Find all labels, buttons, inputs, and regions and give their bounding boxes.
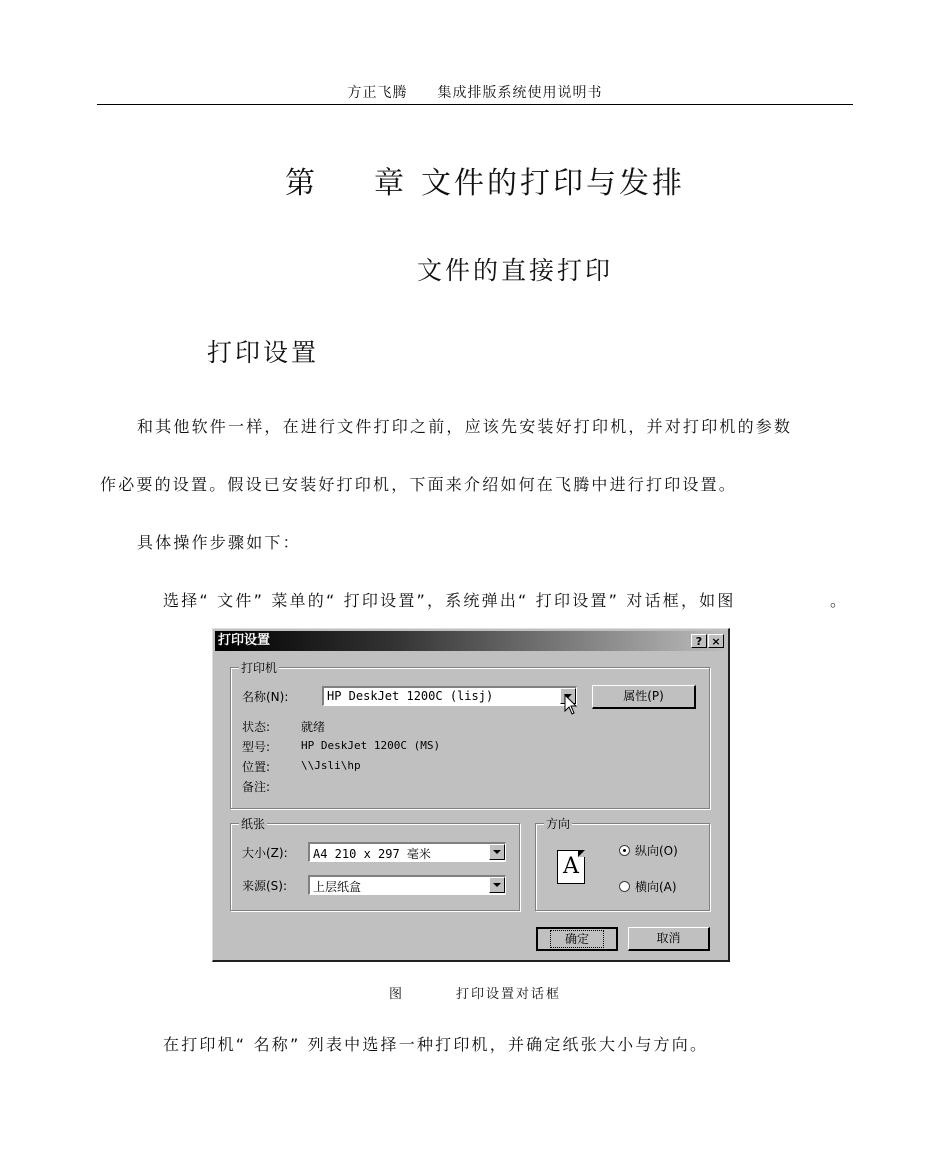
printer-name-label: 名称(N): (242, 690, 289, 704)
chapter-heading (285, 158, 685, 202)
cancel-button[interactable]: 取消 (628, 927, 710, 951)
printer-name-combo[interactable] (322, 686, 577, 706)
section-title: 文件的直接打印 (417, 256, 614, 285)
paragraph-1-line-1: 和其他软件一样，在进行文件打印之前，应该先安装好打印机，并对打印机的参数 (137, 417, 793, 436)
figure-caption-text: 打印设置对话框 (456, 987, 562, 1002)
paper-source-label: 来源(S): (242, 879, 288, 893)
paper-size-combo[interactable] (308, 842, 506, 862)
paragraph-3: 选择“ 文件” 菜单的“ 打印设置”，系统弹出“ 打印设置” 对话框，如图 (163, 591, 736, 610)
ok-button[interactable] (536, 927, 618, 951)
paper-size-label: 大小(Z): (242, 846, 288, 860)
paper-group-label: 纸张 (241, 817, 266, 831)
paragraph-1-line-2: 作必要的设置。假设已安装好打印机，下面来介绍如何在飞腾中进行打印设置。 (100, 475, 738, 494)
help-button[interactable]: ? (691, 634, 707, 648)
comment-label: 备注: (242, 780, 271, 794)
paper-source-combo[interactable] (308, 875, 506, 895)
header-rule (97, 104, 853, 105)
status-value: 就绪 (301, 720, 326, 734)
paper-source-value: 上层纸盒 (313, 880, 362, 894)
status-label: 状态: (242, 720, 271, 734)
orientation-group (535, 817, 710, 911)
print-setup-dialog (212, 628, 730, 962)
subsection-title: 打印设置 (207, 338, 320, 367)
ok-button-label: 确定 (550, 930, 604, 948)
chapter-prefix: 第 (285, 166, 318, 201)
printer-name-value: HP DeskJet 1200C (lisj) (327, 689, 494, 703)
mouse-cursor-icon (564, 694, 580, 716)
chevron-down-icon[interactable] (489, 877, 505, 893)
printer-group-label: 打印机 (241, 661, 278, 675)
chapter-title: 文件的打印与发排 (421, 166, 685, 201)
figure-caption (0, 983, 950, 1002)
figure-caption-prefix: 图 (388, 987, 404, 1002)
paragraph-4: 在打印机“ 名称” 列表中选择一种打印机，并确定纸张大小与方向。 (163, 1035, 709, 1054)
portrait-label[interactable]: 纵向(O) (635, 844, 678, 858)
paragraph-3-end: 。 (830, 591, 849, 610)
paper-group (230, 817, 520, 911)
dialog-titlebar (215, 631, 726, 651)
landscape-radio[interactable] (619, 881, 630, 892)
header-book-title: 集成排版系统使用说明书 (437, 85, 603, 101)
type-label: 型号: (242, 740, 271, 754)
dialog-title: 打印设置 (218, 633, 271, 648)
close-button[interactable]: × (708, 634, 724, 648)
type-value: HP DeskJet 1200C (MS) (301, 739, 441, 752)
location-value: \\Jsli\hp (301, 759, 361, 772)
running-header (0, 82, 950, 102)
portrait-page-icon: A (557, 850, 585, 884)
paper-size-value: A4 210 x 297 毫米 (313, 847, 431, 861)
location-label: 位置: (242, 760, 271, 774)
chapter-suffix: 章 (374, 166, 407, 201)
portrait-radio[interactable] (619, 845, 630, 856)
header-publisher: 方正飞腾 (347, 85, 408, 101)
chevron-down-icon[interactable] (489, 844, 505, 860)
properties-button[interactable]: 属性(P) (592, 685, 696, 709)
paragraph-2: 具体操作步骤如下： (137, 533, 301, 552)
orientation-group-label: 方向 (546, 817, 571, 831)
printer-group (230, 661, 710, 809)
landscape-label[interactable]: 横向(A) (635, 880, 677, 894)
